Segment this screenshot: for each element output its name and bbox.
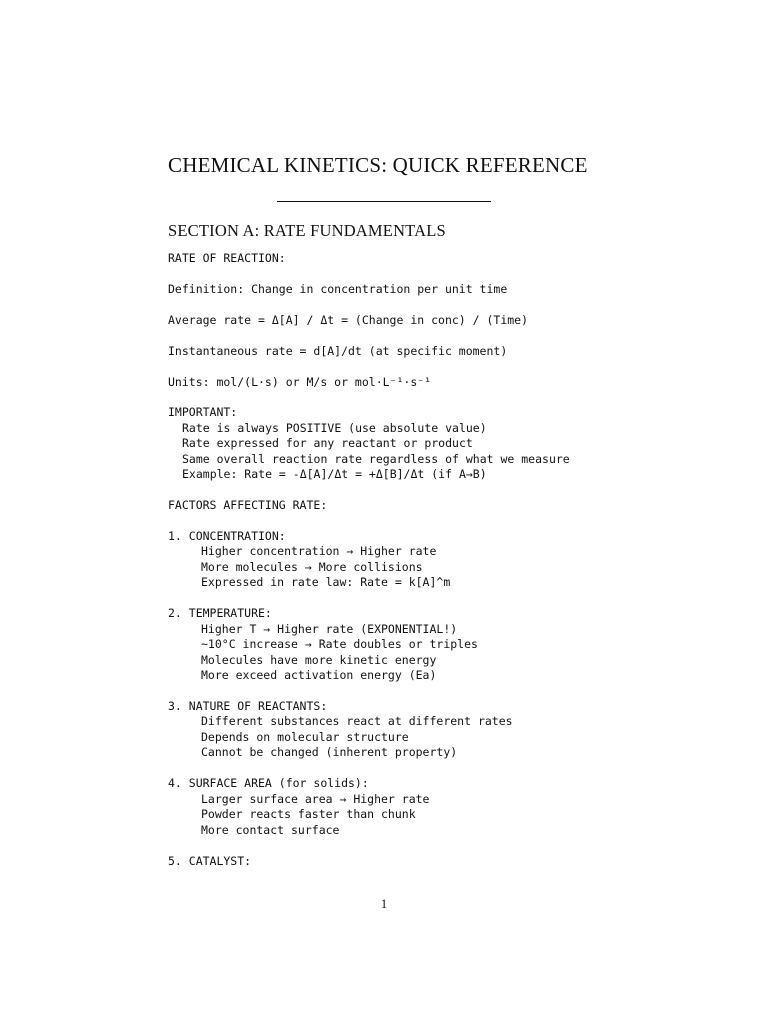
factor-item: Different substances react at different rates [201,714,513,728]
document-title: CHEMICAL KINETICS: QUICK REFERENCE [168,153,588,177]
factor-item: Depends on molecular structure [201,730,409,744]
definition-line: Definition: Change in concentration per unit time [168,282,508,296]
important-item: Rate expressed for any reactant or product [182,436,473,450]
average-rate-line: Average rate = Δ[A] / Δt = (Change in conc) / (Time) [168,313,529,327]
factor-item: Larger surface area → Higher rate [201,792,430,806]
factor-heading-catalyst: 5. CATALYST: [168,854,252,868]
page-number: 1 [380,897,388,911]
important-item: Rate is always POSITIVE (use absolute value) [182,421,487,435]
factor-item: Expressed in rate law: Rate = k[A]^m [201,575,451,589]
factor-heading-temperature: 2. TEMPERATURE: [168,606,272,620]
factor-heading-nature: 3. NATURE OF REACTANTS: [168,699,328,713]
factor-heading-concentration: 1. CONCENTRATION: [168,529,286,543]
factor-item: Higher T → Higher rate (EXPONENTIAL!) [201,622,458,636]
factor-item: Higher concentration → Higher rate [201,544,437,558]
factor-item: More contact surface [201,823,340,837]
title-rule [277,201,491,202]
units-line: Units: mol/(L·s) or M/s or mol·L⁻¹·s⁻¹ [168,375,432,389]
important-item: Example: Rate = -Δ[A]/Δt = +Δ[B]/Δt (if A→B) [182,467,487,481]
rate-of-reaction-label: RATE OF REACTION: [168,251,286,265]
factor-item: Powder reacts faster than chunk [201,807,416,821]
factor-item: Molecules have more kinetic energy [201,653,437,667]
important-label: IMPORTANT: [168,405,238,419]
factor-item: More molecules → More collisions [201,560,423,574]
factor-item: ~10°C increase → Rate doubles or triples [201,637,478,651]
section-a-heading: SECTION A: RATE FUNDAMENTALS [168,221,446,240]
factor-item: More exceed activation energy (Ea) [201,668,437,682]
factor-item: Cannot be changed (inherent property) [201,745,458,759]
instantaneous-rate-line: Instantaneous rate = d[A]/dt (at specific moment) [168,344,508,358]
factor-heading-surface-area: 4. SURFACE AREA (for solids): [168,776,369,790]
factors-label: FACTORS AFFECTING RATE: [168,498,328,512]
important-item: Same overall reaction rate regardless of what we measure [182,452,570,466]
